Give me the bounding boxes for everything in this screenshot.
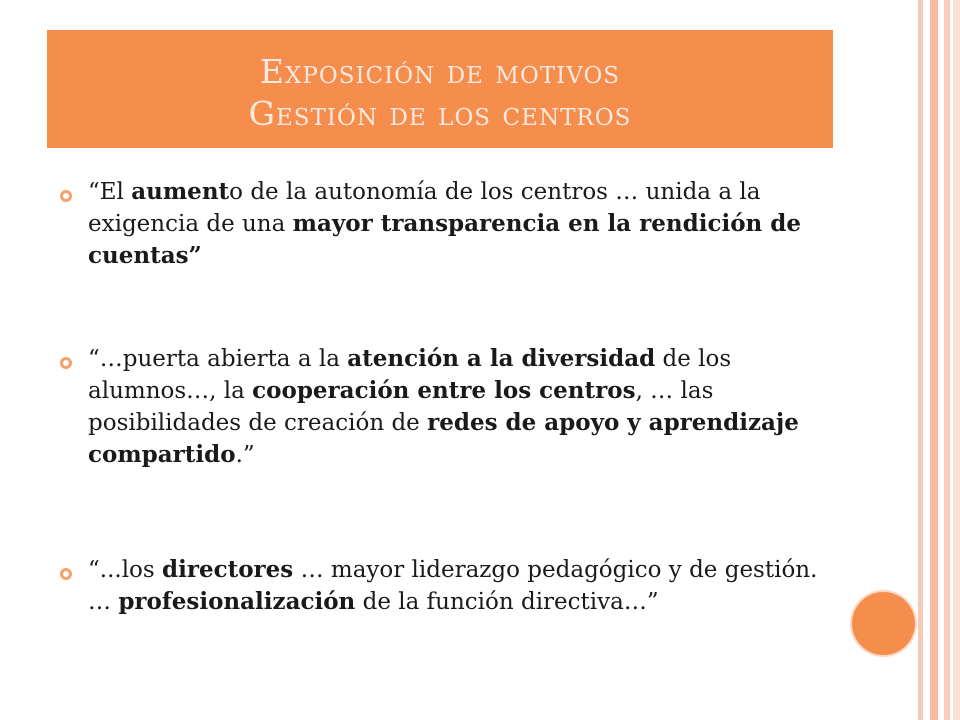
title-line-1 <box>47 52 833 91</box>
title-banner <box>47 30 833 148</box>
bullet-text: .” <box>235 442 255 468</box>
title-text: Exposición de motivos <box>259 52 621 91</box>
bullet-marker-icon <box>60 568 72 580</box>
bullet-text: “...los <box>88 557 163 583</box>
decorative-circle <box>852 592 915 655</box>
bullet-item-3 <box>88 554 833 618</box>
bullet-text: o de la autonomía de los centros … unida a la exigencia de una <box>88 179 761 237</box>
bullet-emphasis: directores <box>162 556 294 583</box>
bullet-text: “…puerta abierta a la <box>88 346 348 372</box>
decorative-stripe <box>918 0 923 720</box>
bullet-emphasis: mayor transparencia en la rendición de cuentas” <box>88 210 801 269</box>
bullet-item-2 <box>88 343 833 471</box>
decorative-stripe <box>930 0 938 720</box>
bullet-item-1 <box>88 176 833 272</box>
bullet-text: de la función directiva…” <box>355 589 659 615</box>
bullet-marker-icon <box>60 190 72 202</box>
subtitle-text: Gestión de los centros <box>248 94 632 133</box>
title-line-2 <box>47 94 833 133</box>
bullet-emphasis: redes de apoyo y aprendizaje compartido <box>88 409 799 468</box>
decorative-stripe <box>944 0 950 720</box>
decorative-stripe <box>953 0 960 720</box>
bullet-emphasis: profesionalización <box>118 588 356 615</box>
bullet-emphasis: aument <box>131 178 230 205</box>
bullet-text: “El <box>88 179 132 205</box>
bullet-emphasis: atención a la diversidad <box>347 345 656 372</box>
bullet-text: … mayor liderazgo pedagógico y de gestión. … <box>88 557 818 615</box>
bullet-marker-icon <box>60 357 72 369</box>
bullet-emphasis: cooperación entre los centros <box>252 377 636 404</box>
bullet-text: , … las posibilidades de creación de <box>88 378 714 436</box>
bullet-text: de los alumnos…, la <box>88 346 732 404</box>
